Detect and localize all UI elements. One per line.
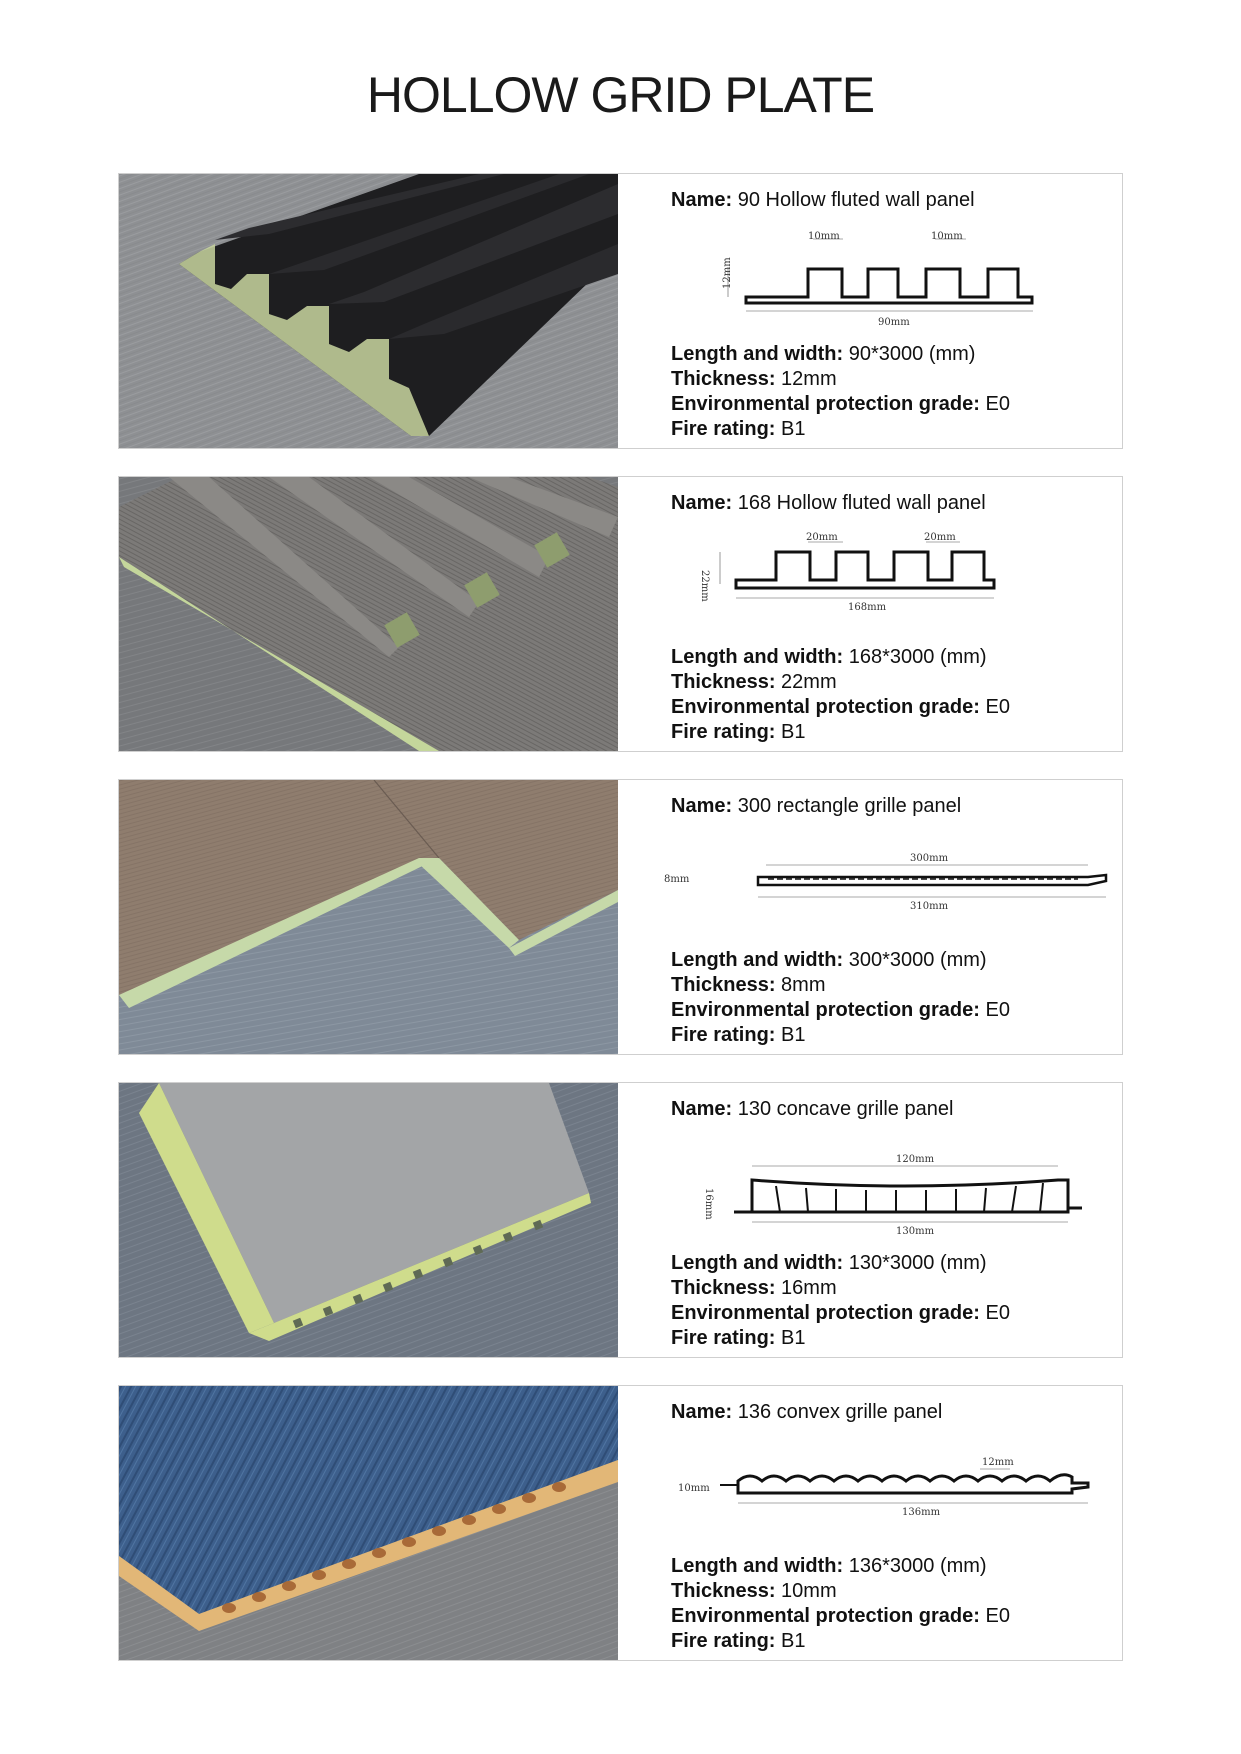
cross-section-diagram: [648, 1441, 1108, 1551]
size-label: Length and width:: [671, 1555, 844, 1577]
fire-rating-value: B1: [781, 1024, 806, 1046]
size-value: 90*3000 (mm): [848, 343, 976, 365]
size-label: Length and width:: [671, 1252, 844, 1274]
env-grade-value: E0: [985, 393, 1010, 415]
env-grade-value: E0: [985, 1302, 1010, 1324]
env-grade-value: E0: [985, 999, 1010, 1021]
size-value: 300*3000 (mm): [848, 949, 987, 971]
name-label: Name:: [671, 795, 733, 817]
fire-rating-label: Fire rating:: [671, 721, 776, 743]
product-card: [118, 1082, 1123, 1358]
env-grade-value: E0: [985, 1605, 1010, 1627]
dim-bottom: 136mm: [902, 1507, 941, 1518]
fire-rating-value: B1: [781, 418, 806, 440]
product-name: 90 Hollow fluted wall panel: [737, 189, 975, 211]
dim-bottom: 130mm: [896, 1226, 935, 1237]
cross-section-diagram: [648, 835, 1108, 945]
dim-top-left: 10mm: [808, 231, 840, 242]
size-value: 136*3000 (mm): [848, 1555, 987, 1577]
dim-height: 10mm: [678, 1483, 710, 1494]
product-card: [118, 1385, 1123, 1661]
env-grade-label: Environmental protection grade:: [671, 393, 980, 415]
dim-top: 300mm: [910, 853, 949, 864]
size-label: Length and width:: [671, 646, 844, 668]
dim-width: 90mm: [878, 317, 910, 328]
dim-top: 120mm: [896, 1154, 935, 1165]
product-name: 130 concave grille panel: [737, 1098, 954, 1120]
product-name: 136 convex grille panel: [737, 1401, 943, 1423]
name-label: Name:: [671, 1401, 733, 1423]
product-card: [118, 476, 1123, 752]
thickness-value: 10mm: [781, 1580, 837, 1602]
cross-section-diagram: [648, 229, 1108, 339]
thickness-label: Thickness:: [671, 671, 776, 693]
dim-top: 12mm: [982, 1457, 1014, 1468]
name-label: Name:: [671, 189, 733, 211]
env-grade-label: Environmental protection grade:: [671, 999, 980, 1021]
name-label: Name:: [671, 492, 733, 514]
thickness-label: Thickness:: [671, 368, 776, 390]
product-name: 168 Hollow fluted wall panel: [737, 492, 986, 514]
thickness-value: 12mm: [781, 368, 837, 390]
thickness-value: 16mm: [781, 1277, 837, 1299]
product-photo: [119, 477, 618, 751]
fire-rating-label: Fire rating:: [671, 1024, 776, 1046]
dim-height: 22mm: [699, 570, 710, 602]
thickness-label: Thickness:: [671, 1277, 776, 1299]
dim-bottom: 310mm: [910, 901, 949, 912]
size-label: Length and width:: [671, 343, 844, 365]
dim-top-left: 20mm: [806, 532, 838, 543]
thickness-value: 22mm: [781, 671, 837, 693]
thickness-label: Thickness:: [671, 974, 776, 996]
product-photo: [119, 1083, 618, 1357]
fire-rating-label: Fire rating:: [671, 418, 776, 440]
dim-top-right: 10mm: [931, 231, 963, 242]
name-label: Name:: [671, 1098, 733, 1120]
dim-height: 12mm: [722, 257, 733, 289]
cross-section-diagram: [648, 532, 1108, 642]
env-grade-label: Environmental protection grade:: [671, 696, 980, 718]
fire-rating-value: B1: [781, 1630, 806, 1652]
thickness-value: 8mm: [781, 974, 826, 996]
dim-width: 168mm: [848, 602, 887, 613]
product-card: [118, 173, 1123, 449]
product-name: 300 rectangle grille panel: [737, 795, 962, 817]
thickness-label: Thickness:: [671, 1580, 776, 1602]
env-grade-value: E0: [985, 696, 1010, 718]
product-photo: [119, 174, 618, 448]
size-label: Length and width:: [671, 949, 844, 971]
size-value: 130*3000 (mm): [848, 1252, 987, 1274]
env-grade-label: Environmental protection grade:: [671, 1605, 980, 1627]
fire-rating-value: B1: [781, 721, 806, 743]
fire-rating-value: B1: [781, 1327, 806, 1349]
dim-height: 8mm: [664, 874, 690, 885]
size-value: 168*3000 (mm): [848, 646, 987, 668]
cross-section-diagram: [648, 1138, 1108, 1248]
product-photo: [119, 780, 618, 1054]
dim-height: 16mm: [703, 1188, 714, 1220]
page-title: HOLLOW GRID PLATE: [366, 67, 875, 123]
dim-top-right: 20mm: [924, 532, 956, 543]
product-card: [118, 779, 1123, 1055]
fire-rating-label: Fire rating:: [671, 1630, 776, 1652]
env-grade-label: Environmental protection grade:: [671, 1302, 980, 1324]
fire-rating-label: Fire rating:: [671, 1327, 776, 1349]
product-photo: [119, 1386, 618, 1660]
